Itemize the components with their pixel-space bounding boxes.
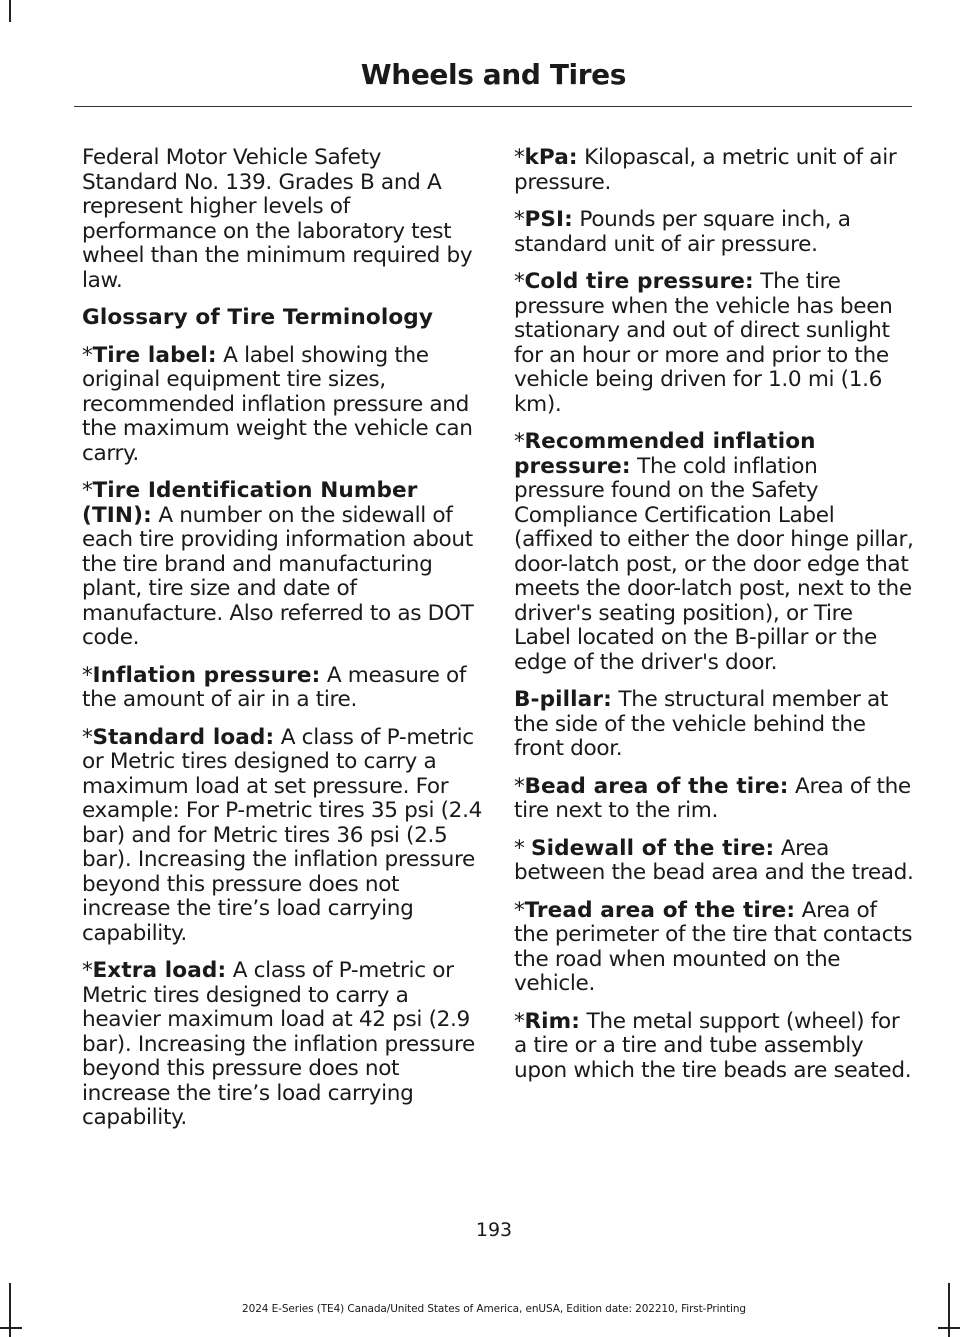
- glossary-term: Cold tire pressure:: [524, 269, 754, 294]
- glossary-term: Sidewall of the tire:: [530, 835, 775, 861]
- glossary-term: Tire Identification Number (TIN):: [82, 478, 418, 528]
- glossary-entry-b-pillar: B-pillar: The structural member at the side of the vehicle behind the front door.: [514, 687, 889, 761]
- page-header-title: Wheels and Tires: [360, 58, 626, 91]
- glossary-term: Standard load:: [92, 724, 275, 750]
- header-divider: [74, 106, 912, 107]
- glossary-entry-inflation-pressure: *Inflation pressure: A measure of the amount of air in a tire.: [82, 662, 467, 712]
- glossary-term: Recommended inflation pressure:: [514, 429, 816, 479]
- glossary-entry-recommended-inflation-pressure: *Recommended inflation pressure: The cold inflation pressure found on the Safety Compliance Certification Label (affixed to either the door hinge pillar, door-latch post, or the door edge that meets the door-latch post, next to the driver's seating position), or Tire Label located on the B-pillar or the edge of the driver's door.: [514, 429, 914, 675]
- right-column: [514, 146, 914, 1096]
- glossary-entry-tread-area: *Tread area of the tire: Area of the perimeter of the tire that contacts the road when mounted on the vehicle.: [514, 897, 913, 996]
- glossary-term: Extra load:: [92, 958, 227, 983]
- glossary-term: Rim:: [524, 1008, 581, 1034]
- glossary-term: Tread area of the tire:: [524, 897, 796, 923]
- glossary-term: B-pillar:: [514, 687, 612, 712]
- glossary-entry-sidewall: * Sidewall of the tire: Area between the bead area and the tread.: [514, 835, 914, 885]
- glossary-entry-kpa: *kPa: Kilopascal, a metric unit of air pressure.: [514, 145, 897, 195]
- crop-mark-top-left: [9, 0, 11, 22]
- glossary-entry-standard-load: *Standard load: A class of P-metric or Metric tires designed to carry a maximum load at set pressure. For example: For P-metric tires 35 psi (2.4 bar) and for Metric tires 36 psi (2.5 bar). Increasing the inflation pressure beyond this pressure does not increase the tire’s load carrying capability.: [82, 724, 482, 946]
- glossary-term: kPa:: [524, 145, 578, 170]
- page-number: 193: [475, 1219, 513, 1241]
- crop-mark-bottom-left-h: [0, 1327, 22, 1329]
- glossary-term: Inflation pressure:: [92, 662, 321, 688]
- glossary-entry-tire-label: *Tire label: A label showing the original equipment tire sizes, recommended inflation pressure and the maximum weight the vehicle can carry.: [82, 342, 473, 466]
- glossary-entry-extra-load: *Extra load: A class of P-metric or Metric tires designed to carry a heavier maximum load at 42 psi (2.9 bar). Increasing the inflation pressure beyond this pressure does not increase the tire’s load carrying capability.: [82, 958, 475, 1130]
- glossary-term: Tire label:: [92, 342, 217, 368]
- crop-mark-bottom-right-h: [938, 1327, 960, 1329]
- glossary-entry-cold-tire-pressure: *Cold tire pressure: The tire pressure when the vehicle has been stationary and out of direct sunlight for an hour or more and prior to the vehicle being driven for 1.0 mi (1.6 km).: [514, 269, 893, 417]
- glossary-entry-tin: *Tire Identification Number (TIN): A number on the sidewall of each tire providing information about the tire brand and manufacturing plant, tire size and date of manufacture. Also referred to as DOT code.: [82, 478, 474, 650]
- intro-paragraph: Federal Motor Vehicle Safety Standard No. 139. Grades B and A represent higher levels of performance on the laboratory test wheel than the minimum required by law.: [82, 145, 473, 293]
- glossary-term: PSI:: [524, 207, 573, 232]
- edition-footer: 2024 E-Series (TE4) Canada/United States of America, enUSA, Edition date: 202210, First-Printing: [242, 1303, 746, 1315]
- glossary-entry-rim: *Rim: The metal support (wheel) for a tire or a tire and tube assembly upon which the tire beads are seated.: [514, 1008, 912, 1083]
- glossary-heading: Glossary of Tire Terminology: [82, 305, 434, 330]
- glossary-term: Bead area of the tire:: [524, 773, 789, 799]
- glossary-entry-psi: *PSI: Pounds per square inch, a standard unit of air pressure.: [514, 207, 851, 257]
- left-column: [82, 146, 482, 1144]
- glossary-entry-bead-area: *Bead area of the tire: Area of the tire next to the rim.: [514, 773, 911, 823]
